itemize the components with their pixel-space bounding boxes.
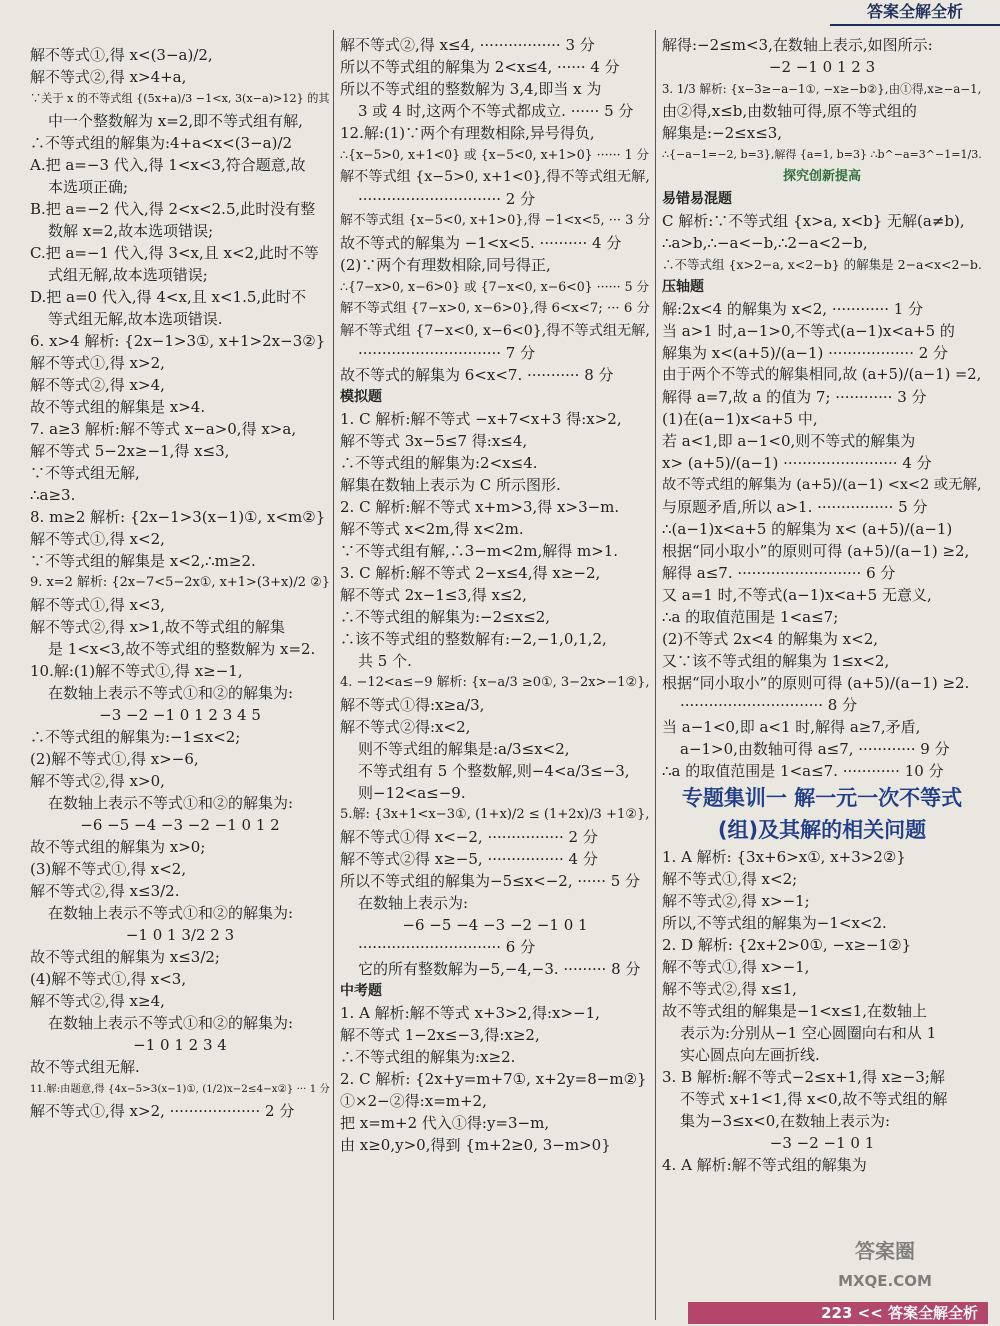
answer-line: C.把 a=−1 代入,得 3<x,且 x<2,此时不等 — [30, 244, 319, 262]
answer-line: 模拟题 — [340, 389, 382, 405]
answer-line: (2)不等式 2x<4 的解集为 x<2, — [662, 630, 879, 648]
answer-line: 式组无解,故本选项错误; — [48, 266, 208, 284]
answer-line: (4)解不等式①,得 x<3, — [30, 970, 187, 988]
answer-line: 解不等式①,得 x<2, — [30, 530, 165, 548]
answer-line: 由 x≥0,y>0,得到 {m+2≥0, 3−m>0} — [340, 1136, 611, 1154]
answer-line: a−1>0,由数轴可得 a≤7, ············ 9 分 — [680, 740, 950, 758]
watermark-url: MXQE.COM — [838, 1272, 932, 1290]
answer-line: 故不等式组的解集为 x>0; — [30, 838, 206, 856]
answer-line: 1. A 解析:解不等式 x+3>2,得:x>−1, — [340, 1004, 600, 1022]
answer-line: −6 −5 −4 −3 −2 −1 0 1 — [402, 916, 588, 934]
answer-line: 故不等式组的解集是−1<x≤1,在数轴上 — [662, 1002, 928, 1020]
answer-line: 共 5 个. — [358, 652, 412, 670]
answer-line: 等式组无解,故本选项错误. — [48, 310, 223, 328]
answer-line: ∴不等式组的解集为:2<x≤4. — [340, 454, 538, 472]
answer-line: 解不等式①,得 x<(3−a)/2, — [30, 46, 213, 64]
answer-line: 3. 1/3 解析: {x−3≥−a−1①, −x≥−b②},由①得,x≥−a−1, — [662, 82, 982, 96]
answer-line: 根据“同小取小”的原则可得 (a+5)/(a−1) ≥2, — [662, 542, 970, 560]
page-header-title: 答案全解全析 — [830, 0, 1000, 26]
answer-line: 故不等式组无解. — [30, 1058, 140, 1076]
answer-line: 解不等式①,得 x<2; — [662, 870, 798, 888]
answer-line: 中一个整数解为 x=2,即不等式组有解, — [48, 112, 303, 130]
answer-line: 解不等式 3x−5≤7 得:x≤4, — [340, 432, 528, 450]
answer-column-2 — [340, 34, 650, 1156]
answer-column-1 — [30, 44, 330, 1122]
answer-line: ······························ 8 分 — [680, 696, 858, 714]
answer-line: 3. B 解析:解不等式−2≤x+1,得 x≥−3;解 — [662, 1068, 945, 1086]
answer-line: 解不等式②,得 x>−1; — [662, 892, 810, 910]
answer-line: 解不等式②得 x≥−5, ················ 4 分 — [340, 850, 598, 868]
answer-line: 解集为 x<(a+5)/(a−1) ·················· 2 分 — [662, 344, 949, 362]
answer-line: 解得 a=7,故 a 的值为 7; ············ 3 分 — [662, 388, 927, 406]
answer-line: D.把 a=0 代入,得 4<x,且 x<1.5,此时不 — [30, 288, 307, 306]
answer-line: 解不等式①得:x≥a/3, — [340, 696, 485, 714]
answer-line: ∴该不等式组的整数解有:−2,−1,0,1,2, — [340, 630, 607, 648]
answer-line: ①×2−②得:x=m+2, — [340, 1092, 487, 1110]
answer-line: 实心圆点向左画折线. — [680, 1046, 820, 1064]
answer-line: 2. C 解析:解不等式 x+m>3,得 x>3−m. — [340, 498, 620, 516]
answer-line: 解不等式①,得 x>2, — [30, 354, 165, 372]
answer-line: 12.解:(1)∵两个有理数相除,异号得负, — [340, 124, 595, 142]
answer-line: 解不等式②,得 x>0, — [30, 772, 165, 790]
answer-line: 若 a<1,即 a−1<0,则不等式的解集为 — [662, 432, 916, 450]
answer-line: 它的所有整数解为−5,−4,−3. ········· 8 分 — [358, 960, 641, 978]
answer-line: ∴不等式组的解集为:−2≤x≤2, — [340, 608, 551, 626]
answer-line: 解得 a≤7. ·························· 6 分 — [662, 564, 896, 582]
answer-line: 又∵该不等式组的解集为 1≤x<2, — [662, 652, 890, 670]
answer-line: x> (a+5)/(a−1) ························ 4 分 — [662, 454, 932, 472]
answer-line: 当 a>1 时,a−1>0,不等式(a−1)x<a+5 的 — [662, 322, 955, 340]
answer-line: A.把 a=−3 代入,得 1<x<3,符合题意,故 — [30, 156, 306, 174]
answer-line: 6. x>4 解析: {2x−1>3①, x+1>2x−3②} — [30, 332, 326, 350]
answer-column-3 — [662, 34, 982, 1176]
answer-line: 7. a≥3 解析:解不等式 x−a>0,得 x>a, — [30, 420, 297, 438]
answer-line: ∴不等式组的解集为:−1≤x<2; — [30, 728, 241, 746]
answer-line: ······························ 6 分 — [358, 938, 536, 956]
answer-line: 由于两个不等式的解集相同,故 (a+5)/(a−1) =2, — [662, 366, 982, 383]
answer-line: 所以不等式组的解集为−5≤x<−2, ······ 5 分 — [340, 872, 641, 890]
answer-line: 在数轴上表示不等式①和②的解集为: — [48, 1014, 294, 1032]
answer-line: 压轴题 — [662, 279, 704, 295]
answer-line: −3 −2 −1 0 1 2 3 4 5 — [99, 706, 261, 724]
answer-line: 又 a=1 时,不等式(a−1)x<a+5 无意义, — [662, 586, 932, 604]
answer-line: 数解 x=2,故本选项错误; — [48, 222, 214, 240]
answer-line: 是 1<x<3,故不等式组的整数解为 x=2. — [48, 640, 316, 658]
answer-line: 则−12<a≤−9. — [358, 784, 466, 802]
answer-line: ······························ 2 分 — [358, 190, 536, 208]
answer-line: 解不等式②,得 x>1,故不等式组的解集 — [30, 618, 285, 636]
answer-line: 表示为:分别从−1 空心圆圈向右和从 1 — [680, 1024, 937, 1042]
column-divider — [655, 30, 656, 1320]
answer-line: 当 a−1<0,即 a<1 时,解得 a≥7,矛盾, — [662, 718, 921, 736]
answer-line: −2 −1 0 1 2 3 — [768, 58, 876, 76]
answer-line: (2)∵两个有理数相除,同号得正, — [340, 256, 551, 274]
answer-line: (2)解不等式①,得 x>−6, — [30, 750, 199, 768]
answer-line: 与原题矛盾,所以 a>1. ················ 5 分 — [662, 498, 928, 516]
answer-line: 中考题 — [340, 983, 382, 999]
answer-line: 解集在数轴上表示为 C 所示图形. — [340, 476, 561, 494]
answer-line: 3 或 4 时,这两个不等式都成立. ······ 5 分 — [358, 102, 634, 120]
answer-line: 解不等式②,得 x≤4, ················· 3 分 — [340, 36, 595, 54]
answer-line: 解不等式②得:x<2, — [340, 718, 471, 736]
answer-line: C 解析:∵不等式组 {x>a, x<b} 无解(a≠b), — [662, 212, 965, 230]
answer-line: 解不等式①,得 x<3, — [30, 596, 165, 614]
answer-line: 故不等式的解集为 6<x<7. ··········· 8 分 — [340, 366, 614, 384]
answer-line: 解不等式②,得 x>4, — [30, 376, 165, 394]
answer-line: 解不等式 x<2m,得 x<2m. — [340, 520, 524, 538]
answer-line: 解不等式组 {7−x>0, x−6>0},得 6<x<7; ··· 6 分 — [340, 301, 650, 316]
answer-line: 探究创新提高 — [782, 169, 861, 184]
answer-line: ∵关于 x 的不等式组 {(5x+a)/3 −1<x, 3(x−a)>12} 的其 — [30, 92, 330, 105]
answer-line: 1. C 解析:解不等式 −x+7<x+3 得:x>2, — [340, 410, 622, 428]
answer-line: 11.解:由题意,得 {4x−5>3(x−1)①, (1/2)x−2≤4−x②} ··· 1 分 — [30, 1083, 330, 1095]
answer-line: 所以不等式组的整数解为 3,4,即当 x 为 — [340, 80, 602, 98]
answer-line: 把 x=m+2 代入①得:y=3−m, — [340, 1114, 550, 1132]
answer-line: −6 −5 −4 −3 −2 −1 0 1 2 — [80, 816, 280, 834]
answer-line: 解集是:−2≤x≤3, — [662, 124, 783, 142]
answer-line: 解不等式②,得 x≥4, — [30, 992, 165, 1010]
answer-line: 2. D 解析: {2x+2>0①, −x≥−1②} — [662, 936, 912, 954]
answer-line: ∴(a−1)x<a+5 的解集为 x< (a+5)/(a−1) — [662, 520, 953, 538]
answer-line: 解不等式②,得 x≤1, — [662, 980, 797, 998]
answer-line: 不等式组有 5 个整数解,则−4<a/3≤−3, — [358, 762, 630, 780]
answer-line: 解不等式组 {x−5<0, x+1>0},得 −1<x<5, ··· 3 分 — [340, 213, 651, 228]
answer-line: 所以,不等式组的解集为−1<x<2. — [662, 914, 887, 932]
answer-line: 根据“同小取小”的原则可得 (a+5)/(a−1) ≥2. — [662, 674, 970, 692]
answer-line: 9. x=2 解析: {2x−7<5−2x①, x+1>(3+x)/2 ②} — [30, 575, 330, 590]
answer-line: 5.解: {3x+1<x−3①, (1+x)/2 ≤ (1+2x)/3 +1②}, — [340, 807, 650, 822]
answer-line: −1 0 1 3/2 2 3 — [125, 926, 235, 944]
answer-line: 专题集训一 解一元一次不等式(组)及其解的相关问题 — [681, 786, 963, 842]
answer-line: ∴a≥3. — [30, 486, 76, 504]
answer-line: ∴a 的取值范围是 1<a≤7. ············ 10 分 — [662, 762, 944, 780]
answer-line: −3 −2 −1 0 1 — [769, 1134, 875, 1152]
answer-line: 在数轴上表示不等式①和②的解集为: — [48, 794, 294, 812]
answer-line: 故不等式的解集为 −1<x<5. ·········· 4 分 — [340, 234, 622, 252]
answer-line: 4. A 解析:解不等式组的解集为 — [662, 1156, 867, 1174]
answer-line: 解不等式①得 x<−2, ················ 2 分 — [340, 828, 598, 846]
answer-line: 解不等式①,得 x>2, ··················· 2 分 — [30, 1102, 295, 1120]
answer-line: 1. A 解析: {3x+6>x①, x+3>2②} — [662, 848, 906, 866]
answer-line: 集为−3≤x<0,在数轴上表示为: — [680, 1112, 891, 1130]
answer-line: 解不等式②,得 x>4+a, — [30, 68, 187, 86]
answer-line: 解不等式 5−2x≥−1,得 x≤3, — [30, 442, 230, 460]
answer-line: ······························ 7 分 — [358, 344, 536, 362]
answer-line: 解:2x<4 的解集为 x<2, ············ 1 分 — [662, 300, 924, 318]
answer-line: (1)在(a−1)x<a+5 中, — [662, 410, 818, 428]
answer-line: 所以不等式组的解集为 2<x≤4, ······ 4 分 — [340, 58, 620, 76]
answer-line: ∵不等式组有解,∴3−m<2m,解得 m>1. — [340, 542, 619, 560]
answer-line: ∴{−a−1=−2, b=3},解得 {a=1, b=3} ∴b^−a=3^−1=1/3. — [662, 148, 982, 161]
answer-line: 不等式 x+1<1,得 x<0,故不等式组的解 — [680, 1090, 948, 1108]
answer-line: 3. C 解析:解不等式 2−x≤4,得 x≥−2, — [340, 564, 601, 582]
answer-line: 10.解:(1)解不等式①,得 x≥−1, — [30, 662, 243, 680]
answer-line: 解不等式组 {7−x<0, x−6<0},得不等式组无解, — [340, 323, 650, 339]
answer-line: 故不等式组的解集为 (a+5)/(a−1) <x<2 或无解, — [662, 477, 982, 493]
answer-line: 解不等式①,得 x>−1, — [662, 958, 810, 976]
answer-line: ∴不等式组 {x>2−a, x<2−b} 的解集是 2−a<x<2−b. — [662, 257, 982, 272]
answer-line: ∴a>b,∴−a<−b,∴2−a<2−b, — [662, 234, 868, 252]
watermark-logo — [810, 1236, 960, 1306]
answer-line: 故不等式组的解集是 x>4. — [30, 398, 206, 416]
answer-line: 在数轴上表示不等式①和②的解集为: — [48, 684, 294, 702]
answer-line: ∴{7−x>0, x−6>0} 或 {7−x<0, x−6<0} ······ 5 分 — [340, 279, 650, 294]
answer-line: 本选项正确; — [48, 178, 129, 196]
answer-line: 易错易混题 — [662, 191, 732, 207]
answer-line: 在数轴上表示为: — [358, 894, 469, 912]
answer-line: 由②得,x≤b,由数轴可得,原不等式组的 — [662, 102, 917, 120]
answer-line: (3)解不等式①,得 x<2, — [30, 860, 187, 878]
page-footer: 223 << 答案全解全析 — [688, 1302, 988, 1324]
watermark-text: 答案圈 — [855, 1239, 915, 1263]
answer-line: ∵不等式组的解集是 x<2,∴m≥2. — [30, 552, 256, 570]
answer-line: 解不等式 1−2x≤−3,得:x≥2, — [340, 1026, 540, 1044]
answer-line: 解不等式 2x−1≤3,得 x≤2, — [340, 586, 527, 604]
answer-line: ∴不等式组的解集为:x≥2. — [340, 1048, 516, 1066]
answer-line: 在数轴上表示不等式①和②的解集为: — [48, 904, 294, 922]
answer-line: −1 0 1 2 3 4 — [133, 1036, 227, 1054]
answer-line: 4. −12<a≤−9 解析: {x−a/3 ≥0①, 3−2x>−1②}, — [340, 675, 650, 690]
answer-line: ∴不等式组的解集为:4+a<x<(3−a)/2 — [30, 134, 293, 152]
column-divider — [333, 30, 334, 1320]
answer-line: B.把 a=−2 代入,得 2<x<2.5,此时没有整 — [30, 200, 316, 218]
answer-line: ∴{x−5>0, x+1<0} 或 {x−5<0, x+1>0} ······ 1 分 — [340, 147, 650, 162]
answer-line: 解不等式组 {x−5>0, x+1<0},得不等式组无解, — [340, 169, 650, 185]
answer-line: 解不等式②,得 x≤3/2. — [30, 882, 180, 900]
answer-line: 故不等式组的解集为 x≤3/2; — [30, 948, 220, 966]
answer-line: 解得:−2≤m<3,在数轴上表示,如图所示: — [662, 36, 933, 54]
answer-line: 则不等式组的解集是:a/3≤x<2, — [358, 740, 570, 758]
answer-line: 2. C 解析: {2x+y=m+7①, x+2y=8−m②} — [340, 1070, 647, 1088]
answer-line: 8. m≥2 解析: {2x−1>3(x−1)①, x<m②} — [30, 508, 326, 526]
answer-line: ∵不等式组无解, — [30, 464, 140, 482]
answer-line: ∴a 的取值范围是 1<a≤7; — [662, 608, 839, 626]
